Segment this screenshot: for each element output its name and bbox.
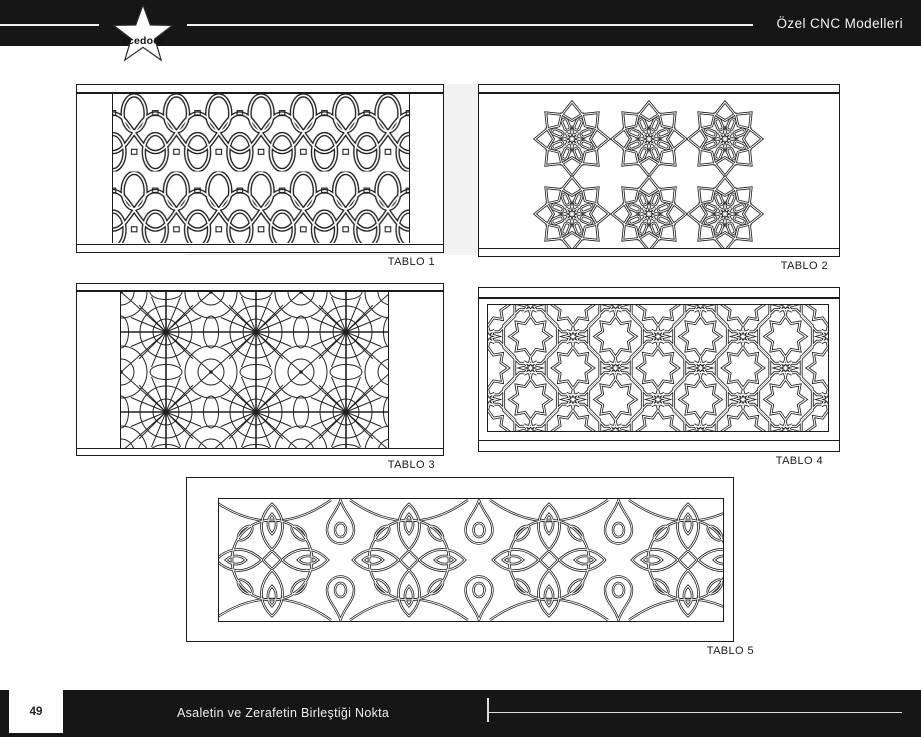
footer-rule bbox=[488, 712, 902, 713]
frame-rule bbox=[77, 244, 443, 246]
page-title: Özel CNC Modelleri bbox=[776, 16, 903, 31]
header-rule-right bbox=[187, 24, 753, 26]
tablo-4-frame bbox=[478, 287, 840, 467]
frame-rule bbox=[479, 440, 839, 442]
frame-rule bbox=[479, 297, 839, 299]
tablo-4-label: TABLO 4 bbox=[775, 455, 823, 467]
footer-tagline: Asaletin ve Zerafetin Birleştiği Nokta bbox=[177, 706, 390, 720]
page-number: 49 bbox=[29, 705, 43, 718]
footer-bar bbox=[0, 690, 921, 737]
logo-wordmark: ecedoor bbox=[121, 35, 165, 47]
frame-rule bbox=[77, 448, 443, 450]
header-rule-left bbox=[0, 24, 99, 26]
frame-rule bbox=[479, 248, 839, 250]
tablo-3-label: TABLO 3 bbox=[387, 459, 435, 471]
arabesque-floral-pattern bbox=[218, 498, 724, 622]
tablo-5-frame bbox=[186, 477, 754, 657]
star-rosette-pattern bbox=[479, 94, 839, 248]
footer-tick bbox=[487, 698, 489, 722]
web-lattice-pattern bbox=[120, 292, 389, 448]
tablo-2-label: TABLO 2 bbox=[780, 260, 828, 272]
tablo-2-frame bbox=[478, 84, 840, 272]
girih-star-pattern bbox=[487, 304, 829, 432]
tablo-5-label: TABLO 5 bbox=[706, 645, 754, 657]
tablo-1-frame bbox=[76, 84, 444, 268]
tablo-3-frame bbox=[76, 283, 444, 471]
page-number-box bbox=[9, 690, 63, 733]
ogee-lattice-pattern bbox=[112, 94, 410, 243]
tablo-1-label: TABLO 1 bbox=[387, 256, 435, 268]
